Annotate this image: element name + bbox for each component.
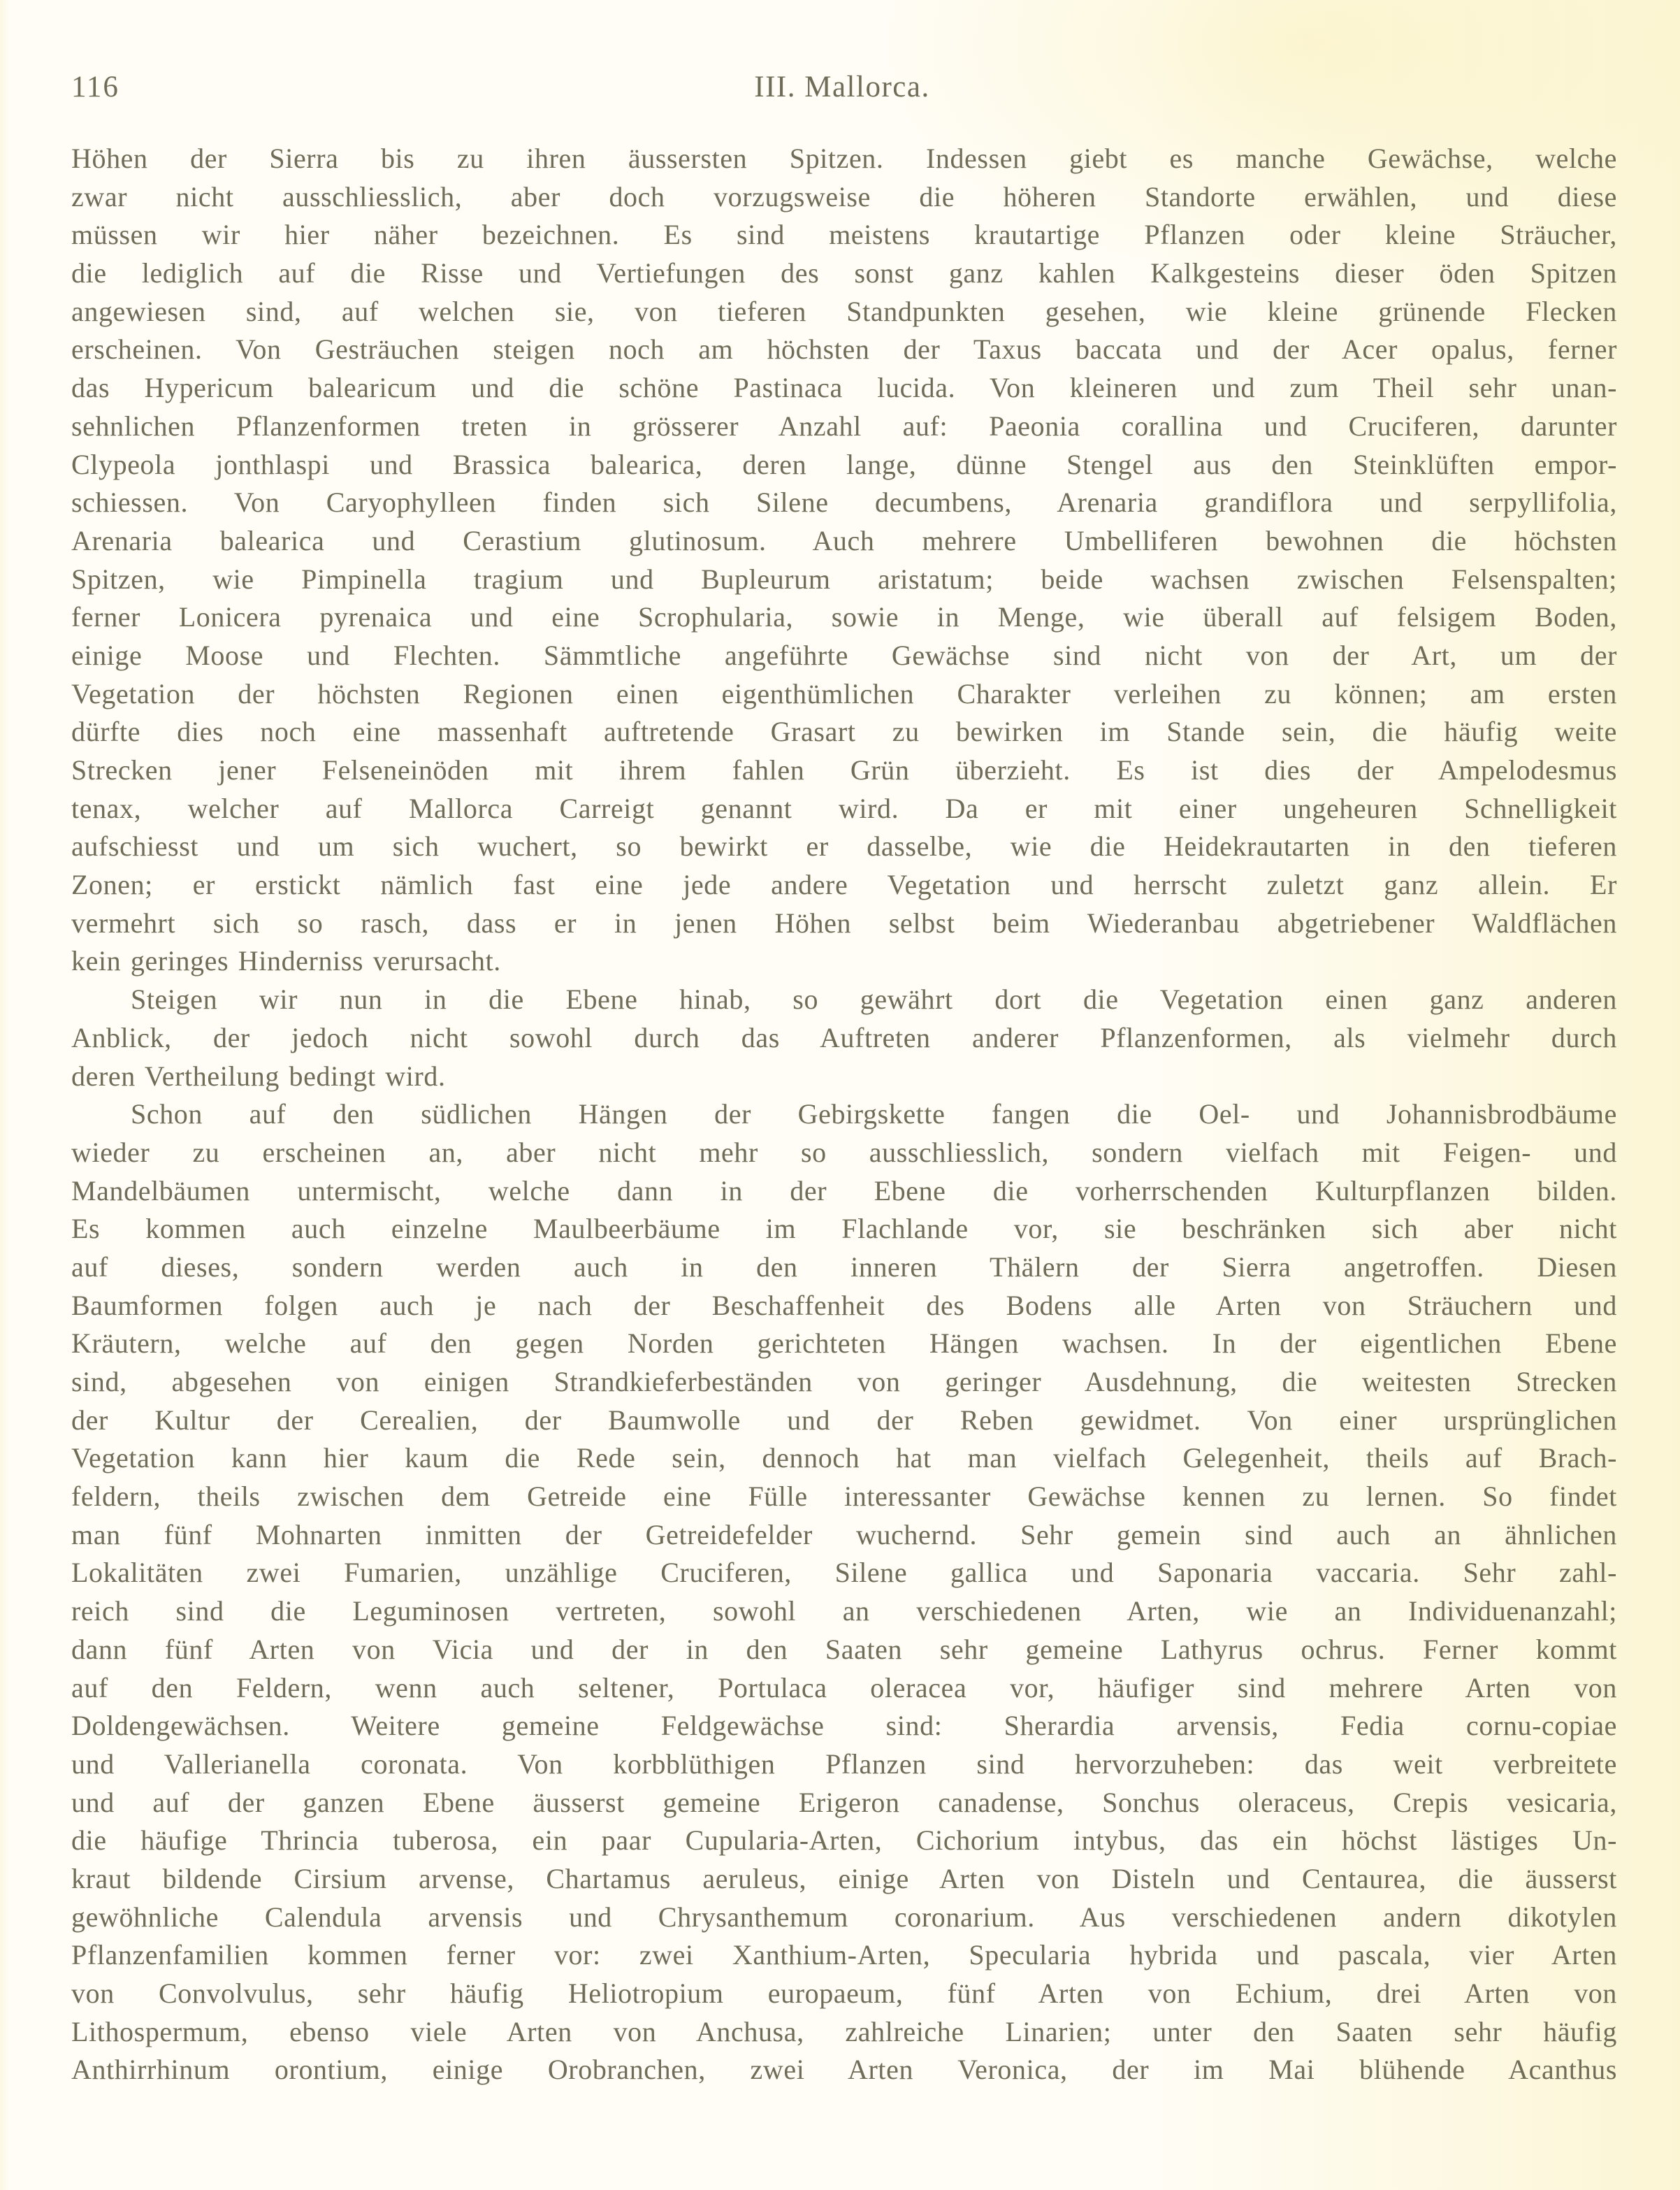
page-header (71, 70, 1613, 109)
text-line: die häufige Thrincia tuberosa, ein paar Cupularia-Arten, Cichorium intybus, das ein höchst lästiges Un- (71, 1824, 1617, 1857)
text-line: feldern, theils zwischen dem Getreide eine Fülle interessanter Gewächse kennen zu lernen. So findet (71, 1481, 1617, 1513)
text-line: das Hypericum balearicum und die schöne Pastinaca lucida. Von kleineren und zum Theil sehr unan- (71, 372, 1617, 404)
text-line: Schon auf den südlichen Hängen der Gebirgskette fangen die Oel- und Johannisbrodbäume (131, 1098, 1617, 1130)
text-line: einige Moose und Flechten. Sämmtliche angeführte Gewächse sind nicht von der Art, um der (71, 639, 1617, 671)
paragraph-1 (71, 140, 1617, 981)
text-line: Vegetation der höchsten Regionen einen eigenthümlichen Charakter verleihen zu können; am ersten (71, 677, 1617, 709)
text-line: ferner Lonicera pyrenaica und eine Scrophularia, sowie in Menge, wie überall auf felsigem Boden, (71, 601, 1617, 633)
text-line: Clypeola jonthlaspi und Brassica balearica, deren lange, dünne Stengel aus den Steinklüften empor- (71, 448, 1617, 480)
text-line: die lediglich auf die Risse und Vertiefungen des sonst ganz kahlen Kalkgesteins dieser öden Spitzen (71, 257, 1617, 289)
text-line: zwar nicht ausschliesslich, aber doch vorzugsweise die höheren Standorte erwählen, und diese (71, 180, 1617, 212)
text-line: man fünf Mohnarten inmitten der Getreidefelder wuchernd. Sehr gemein sind auch an ähnlichen (71, 1518, 1617, 1550)
text-line: Pflanzenfamilien kommen ferner vor: zwei Xanthium-Arten, Specularia hybrida und pascala, vier Arten (71, 1939, 1617, 1971)
text-line: Vegetation kann hier kaum die Rede sein, dennoch hat man vielfach Gelegenheit, theils auf Brach- (71, 1442, 1617, 1474)
text-line: vermehrt sich so rasch, dass er in jenen Höhen selbst beim Wiederanbau abgetriebener Waldflächen (71, 907, 1617, 939)
text-line: angewiesen sind, auf welchen sie, von tieferen Standpunkten gesehen, wie kleine grünende Flecken (71, 295, 1617, 327)
text-line: Arenaria balearica und Cerastium glutinosum. Auch mehrere Umbelliferen bewohnen die höchsten (71, 524, 1617, 556)
page-number: 116 (71, 71, 120, 103)
text-line: Doldengewächsen. Weitere gemeine Feldgewächse sind: Sherardia arvensis, Fedia cornu-copiae (71, 1710, 1617, 1742)
text-line: Lokalitäten zwei Fumarien, unzählige Cruciferen, Silene gallica und Saponaria vaccaria. Sehr zahl- (71, 1557, 1617, 1589)
text-line: Höhen der Sierra bis zu ihren äussersten Spitzen. Indessen giebt es manche Gewächse, welche (71, 143, 1617, 174)
text-line: deren Vertheilung bedingt wird. (71, 1060, 446, 1092)
text-line: auf den Feldern, wenn auch seltener, Portulaca oleracea vor, häufiger sind mehrere Arten von (71, 1671, 1617, 1703)
text-line: und auf der ganzen Ebene äusserst gemeine Erigeron canadense, Sonchus oleraceus, Crepis vesicaria, (71, 1786, 1617, 1818)
text-line: Strecken jener Felseneinöden mit ihrem fahlen Grün überzieht. Es ist dies der Ampelodesmus (71, 754, 1617, 786)
text-line: tenax, welcher auf Mallorca Carreigt genannt wird. Da er mit einer ungeheuren Schnelligkeit (71, 792, 1617, 824)
text-line: gewöhnliche Calendula arvensis und Chrysanthemum coronarium. Aus verschiedenen andern dikotylen (71, 1901, 1617, 1933)
text-line: Baumformen folgen auch je nach der Beschaffenheit des Bodens alle Arten von Sträuchern und (71, 1289, 1617, 1321)
text-line: sehnlichen Pflanzenformen treten in grösserer Anzahl auf: Paeonia corallina und Cruciferen, darunter (71, 410, 1617, 442)
text-line: wieder zu erscheinen an, aber nicht mehr so ausschliesslich, sondern vielfach mit Feigen- und (71, 1136, 1617, 1168)
text-line: Steigen wir nun in die Ebene hinab, so gewährt dort die Vegetation einen ganz anderen (131, 984, 1617, 1016)
text-line: auf dieses, sondern werden auch in den inneren Thälern der Sierra angetroffen. Diesen (71, 1251, 1617, 1283)
text-line: dann fünf Arten von Vicia und der in den Saaten sehr gemeine Lathyrus ochrus. Ferner kommt (71, 1633, 1617, 1665)
text-line: sind, abgesehen von einigen Strandkieferbeständen von geringer Ausdehnung, die weitesten Strecken (71, 1366, 1617, 1397)
text-line: kein geringes Hinderniss verursacht. (71, 945, 501, 977)
paragraph-3 (71, 1095, 1617, 2089)
text-line: müssen wir hier näher bezeichnen. Es sind meistens krautartige Pflanzen oder kleine Sträucher, (71, 219, 1617, 251)
text-line: Mandelbäumen untermischt, welche dann in der Ebene die vorherrschenden Kulturpflanzen bilden. (71, 1174, 1617, 1206)
paragraph-2 (71, 981, 1617, 1095)
text-line: der Kultur der Cerealien, der Baumwolle und der Reben gewidmet. Von einer ursprünglichen (71, 1404, 1617, 1436)
text-line: kraut bildende Cirsium arvense, Chartamus aeruleus, einige Arten von Disteln und Centaurea, die äusserst (71, 1862, 1617, 1894)
text-line: reich sind die Leguminosen vertreten, sowohl an verschiedenen Arten, wie an Individuenanzahl; (71, 1595, 1617, 1627)
text-line: von Convolvulus, sehr häufig Heliotropium europaeum, fünf Arten von Echium, drei Arten von (71, 1978, 1617, 2009)
text-line: Es kommen auch einzelne Maulbeerbäume im Flachlande vor, sie beschränken sich aber nicht (71, 1213, 1617, 1245)
text-line: schiessen. Von Caryophylleen finden sich Silene decumbens, Arenaria grandiflora und serpyllifolia, (71, 487, 1617, 519)
running-title: III. Mallorca. (754, 71, 930, 103)
text-line: aufschiesst und um sich wuchert, so bewirkt er dasselbe, wie die Heidekrautarten in den tieferen (71, 830, 1617, 863)
text-line: Lithospermum, ebenso viele Arten von Anchusa, zahlreiche Linarien; unter den Saaten sehr häufig (71, 2015, 1617, 2047)
text-line: und Vallerianella coronata. Von korbblüthigen Pflanzen sind hervorzuheben: das weit verbreitete (71, 1748, 1617, 1780)
text-line: Zonen; er erstickt nämlich fast eine jede andere Vegetation und herrscht zuletzt ganz allein. Er (71, 869, 1617, 901)
body-text (71, 140, 1617, 2089)
text-line: erscheinen. Von Gesträuchen steigen noch am höchsten der Taxus baccata und der Acer opalus, ferner (71, 333, 1617, 366)
text-line: Spitzen, wie Pimpinella tragium und Bupleurum aristatum; beide wachsen zwischen Felsenspalten; (71, 563, 1617, 595)
text-line: Anthirrhinum orontium, einige Orobranchen, zwei Arten Veronica, der im Mai blühende Acanthus (71, 2054, 1617, 2086)
text-line: Kräutern, welche auf den gegen Norden gerichteten Hängen wachsen. In der eigentlichen Ebene (71, 1327, 1617, 1360)
text-line: Anblick, der jedoch nicht sowohl durch das Auftreten anderer Pflanzenformen, als vielmehr durch (71, 1021, 1617, 1053)
text-line: dürfte dies noch eine massenhaft auftretende Grasart zu bewirken im Stande sein, die häufig weite (71, 716, 1617, 748)
